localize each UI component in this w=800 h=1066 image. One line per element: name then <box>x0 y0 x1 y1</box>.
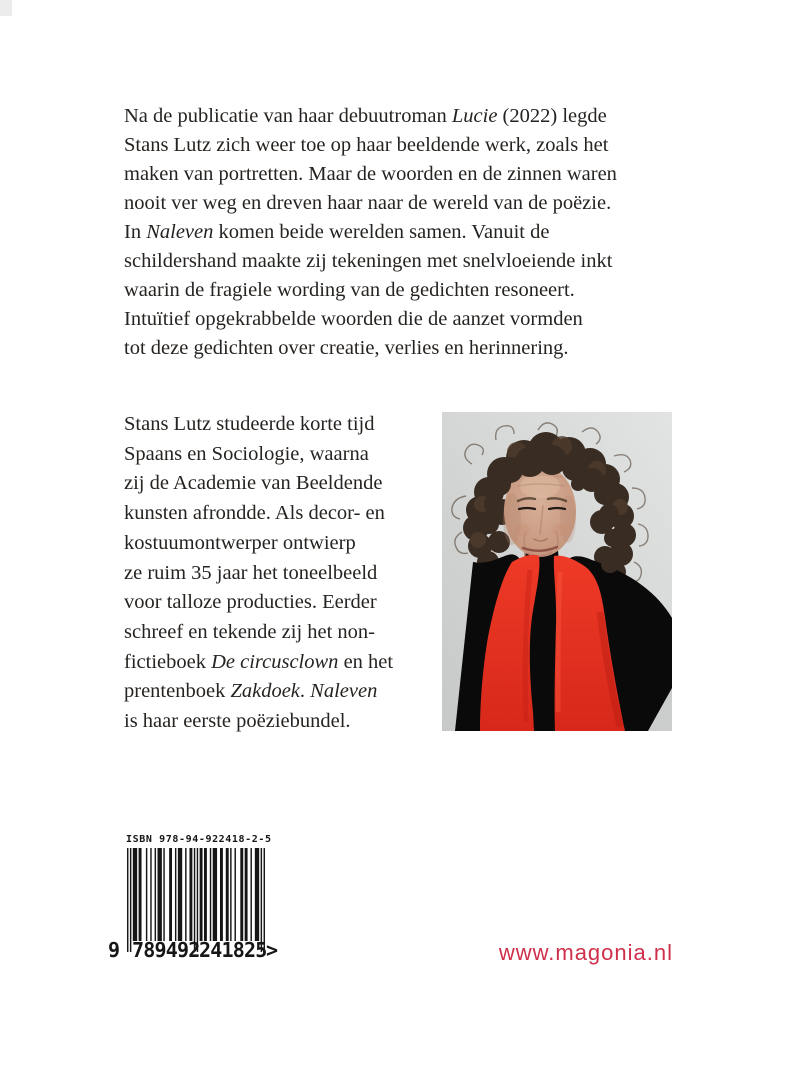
text-line: prentenboek Zakdoek. Naleven <box>124 680 378 703</box>
text-line: voor talloze producties. Eerder <box>124 591 377 614</box>
face-shadow-right <box>560 495 576 543</box>
author-portrait-photo <box>442 412 672 731</box>
text-line: kunsten afrondde. Als decor- en <box>124 502 385 525</box>
barcode-digits <box>95 938 295 962</box>
text-line: In Naleven komen beide werelden samen. Vanuit de <box>124 221 550 243</box>
barcode-bar <box>226 848 229 941</box>
website-url: www.magonia.nl <box>498 940 673 965</box>
text-line: Intuïtief opgekrabbelde woorden die de aanzet vormden <box>124 308 583 330</box>
isbn-barcode-block <box>95 833 295 969</box>
barcode-trailer: > <box>266 938 279 962</box>
barcode-bar <box>146 848 147 941</box>
text-line: schreef en tekende zij het non- <box>124 620 376 643</box>
barcode-bar <box>139 848 142 941</box>
forehead-highlight <box>520 474 560 498</box>
barcode-digit-group1: 789492 <box>132 938 200 962</box>
barcode-bar <box>185 848 186 941</box>
barcode-bar <box>255 848 259 941</box>
text-line: tot deze gedichten over creatie, verlies en herinnering. <box>124 337 569 359</box>
text-line: zij de Academie van Beeldende <box>124 472 383 495</box>
cheek-left <box>514 524 530 536</box>
text-line: schildershand maakte zij tekeningen met snelvloeiende inkt <box>124 250 613 272</box>
barcode-bar <box>127 848 128 952</box>
barcode-digit-group2: 241825 <box>199 938 267 962</box>
barcode-bar <box>264 848 265 952</box>
barcode-bar <box>169 848 172 941</box>
text-line: nooit ver weg en dreven haar naar de wereld van de poëzie. <box>124 192 612 214</box>
text-line: Spaans en Sociologie, waarna <box>124 442 369 465</box>
barcode-bar <box>200 848 203 941</box>
barcode-bar <box>204 848 207 941</box>
text-line: maken van portretten. Maar de woorden en de zinnen waren <box>124 163 617 185</box>
barcode-bar <box>133 848 137 941</box>
text-line: fictieboek De circusclown en het <box>124 650 394 673</box>
text-line: is haar eerste poëziebundel. <box>124 710 351 733</box>
cheek-right <box>552 524 568 536</box>
barcode-bars <box>127 848 265 952</box>
barcode-bar <box>175 848 176 941</box>
barcode-bar <box>234 848 235 941</box>
barcode-bar <box>155 848 156 941</box>
text-line: kostuumontwerper ontwierp <box>124 531 356 554</box>
barcode-bar <box>150 848 151 941</box>
barcode-bar <box>158 848 162 941</box>
text-line: Stans Lutz studeerde korte tijd <box>124 413 375 435</box>
bio-paragraph <box>124 410 393 737</box>
barcode-bar <box>245 848 248 941</box>
barcode-bar <box>194 848 195 952</box>
barcode-bar <box>250 848 251 941</box>
author-portrait-graphic <box>442 412 672 731</box>
intro-paragraph <box>124 102 617 363</box>
barcode-digit-lead: 9 <box>108 938 120 962</box>
text-line: waarin de fragiele wording van de gedichten resoneert. <box>124 279 575 301</box>
barcode-bar <box>261 848 262 952</box>
text-line: Stans Lutz zich weer toe op haar beeldende werk, zoals het <box>124 134 609 156</box>
barcode-bar <box>240 848 243 941</box>
text-line: Na de publicatie van haar debuutroman Lucie (2022) legde <box>124 105 607 127</box>
barcode-bar <box>163 848 164 941</box>
isbn-label: ISBN 978-94-922418-2-5 <box>126 834 272 845</box>
barcode-bar <box>197 848 198 952</box>
barcode-bar <box>213 848 217 941</box>
barcode-bar <box>220 848 223 941</box>
barcode-bar <box>210 848 211 941</box>
text-line: ze ruim 35 jaar het toneelbeeld <box>124 561 378 584</box>
barcode-bar <box>130 848 131 952</box>
barcode-bar <box>189 848 192 941</box>
scan-artifact <box>0 0 12 16</box>
barcode-bar <box>230 848 231 941</box>
barcode-bar <box>178 848 182 941</box>
